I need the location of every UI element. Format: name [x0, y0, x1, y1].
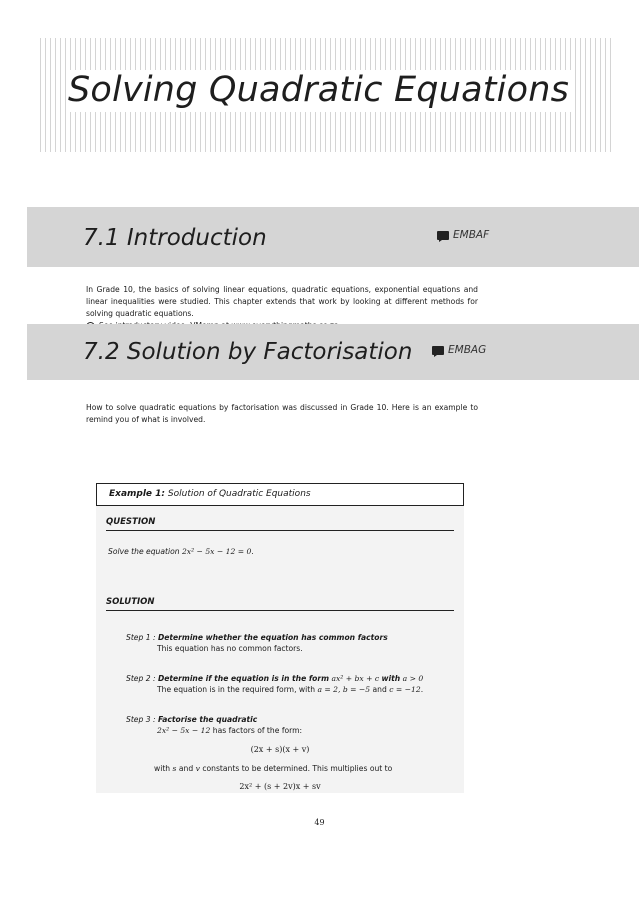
question-lead: Solve the equation: [108, 547, 180, 556]
solution-label: SOLUTION: [106, 597, 454, 611]
step-2-c: c = −12.: [389, 685, 424, 694]
var-s: s: [172, 764, 177, 773]
example-label: Example 1:: [109, 489, 166, 499]
chat-icon: [432, 346, 444, 355]
step-2-form: ax² + bx + c: [331, 674, 380, 683]
step-title: Determine if the equation is in the form: [157, 674, 330, 683]
step-2-with: with: [381, 674, 401, 683]
step-3-constants: [154, 764, 392, 773]
step-3-text: [157, 726, 302, 735]
question-label: QUESTION: [106, 517, 454, 531]
step-1-text: This equation has no common factors.: [157, 644, 303, 653]
step-3-equation: 2x² − 5x − 12: [157, 726, 211, 735]
section-code-label: EMBAG: [448, 344, 487, 356]
step-3-heading: [126, 715, 257, 724]
step-2-condition: a > 0: [402, 674, 424, 683]
section-header-factorisation: [27, 324, 639, 380]
step-title: Factorise the quadratic: [157, 715, 258, 724]
question-text: [108, 546, 254, 557]
step-prefix: Step 1 :: [126, 633, 156, 642]
step-2-a: a = 2,: [317, 685, 341, 694]
step-prefix: Step 2 :: [126, 674, 156, 683]
step-prefix: Step 3 :: [126, 715, 156, 724]
step-3-text-b: constants to be determined. This multiplies out to: [202, 764, 393, 773]
step-2-and: and: [372, 685, 387, 694]
chat-icon: [437, 231, 449, 240]
chapter-title: Solving Quadratic Equations: [68, 70, 575, 112]
step-3-text-a: has factors of the form:: [212, 726, 303, 735]
section-code: [437, 229, 489, 241]
step-1-heading: [126, 633, 388, 642]
factor-form-equation: (2x + s)(x + v): [250, 745, 310, 754]
section-title: 7.1 Introduction: [83, 225, 267, 251]
question-equation: 2x² − 5x − 12 = 0.: [181, 547, 254, 556]
example-header: [96, 483, 464, 506]
intro-paragraph: In Grade 10, the basics of solving linear equations, quadratic equations, exponential equations and linear inequalities were studied. This chapter extends that work by looking at different methods for solving quadratic equations.: [86, 285, 478, 318]
factorisation-paragraph: How to solve quadratic equations by factorisation was discussed in Grade 10. Here is an example to remind you of what is involved.: [86, 403, 478, 424]
section-code: [432, 344, 486, 356]
example-title: Solution of Quadratic Equations: [167, 489, 311, 499]
step-2-heading: [126, 674, 423, 683]
section-title: 7.2 Solution by Factorisation: [83, 339, 413, 365]
section-header-introduction: [27, 207, 639, 267]
expanded-equation: 2x² + (s + 2v)x + sv: [239, 782, 321, 791]
step-3-with: with: [154, 764, 171, 773]
section-code-label: EMBAF: [453, 229, 490, 241]
example-box: [96, 483, 464, 793]
step-2-b: b = −5: [342, 685, 371, 694]
page-number: 49: [314, 818, 325, 827]
step-3-and: and: [178, 764, 194, 773]
step-2-text: [157, 685, 423, 694]
step-title: Determine whether the equation has common factors: [157, 633, 388, 642]
step-2-text-a: The equation is in the required form, with: [157, 685, 316, 694]
var-v: v: [195, 764, 200, 773]
